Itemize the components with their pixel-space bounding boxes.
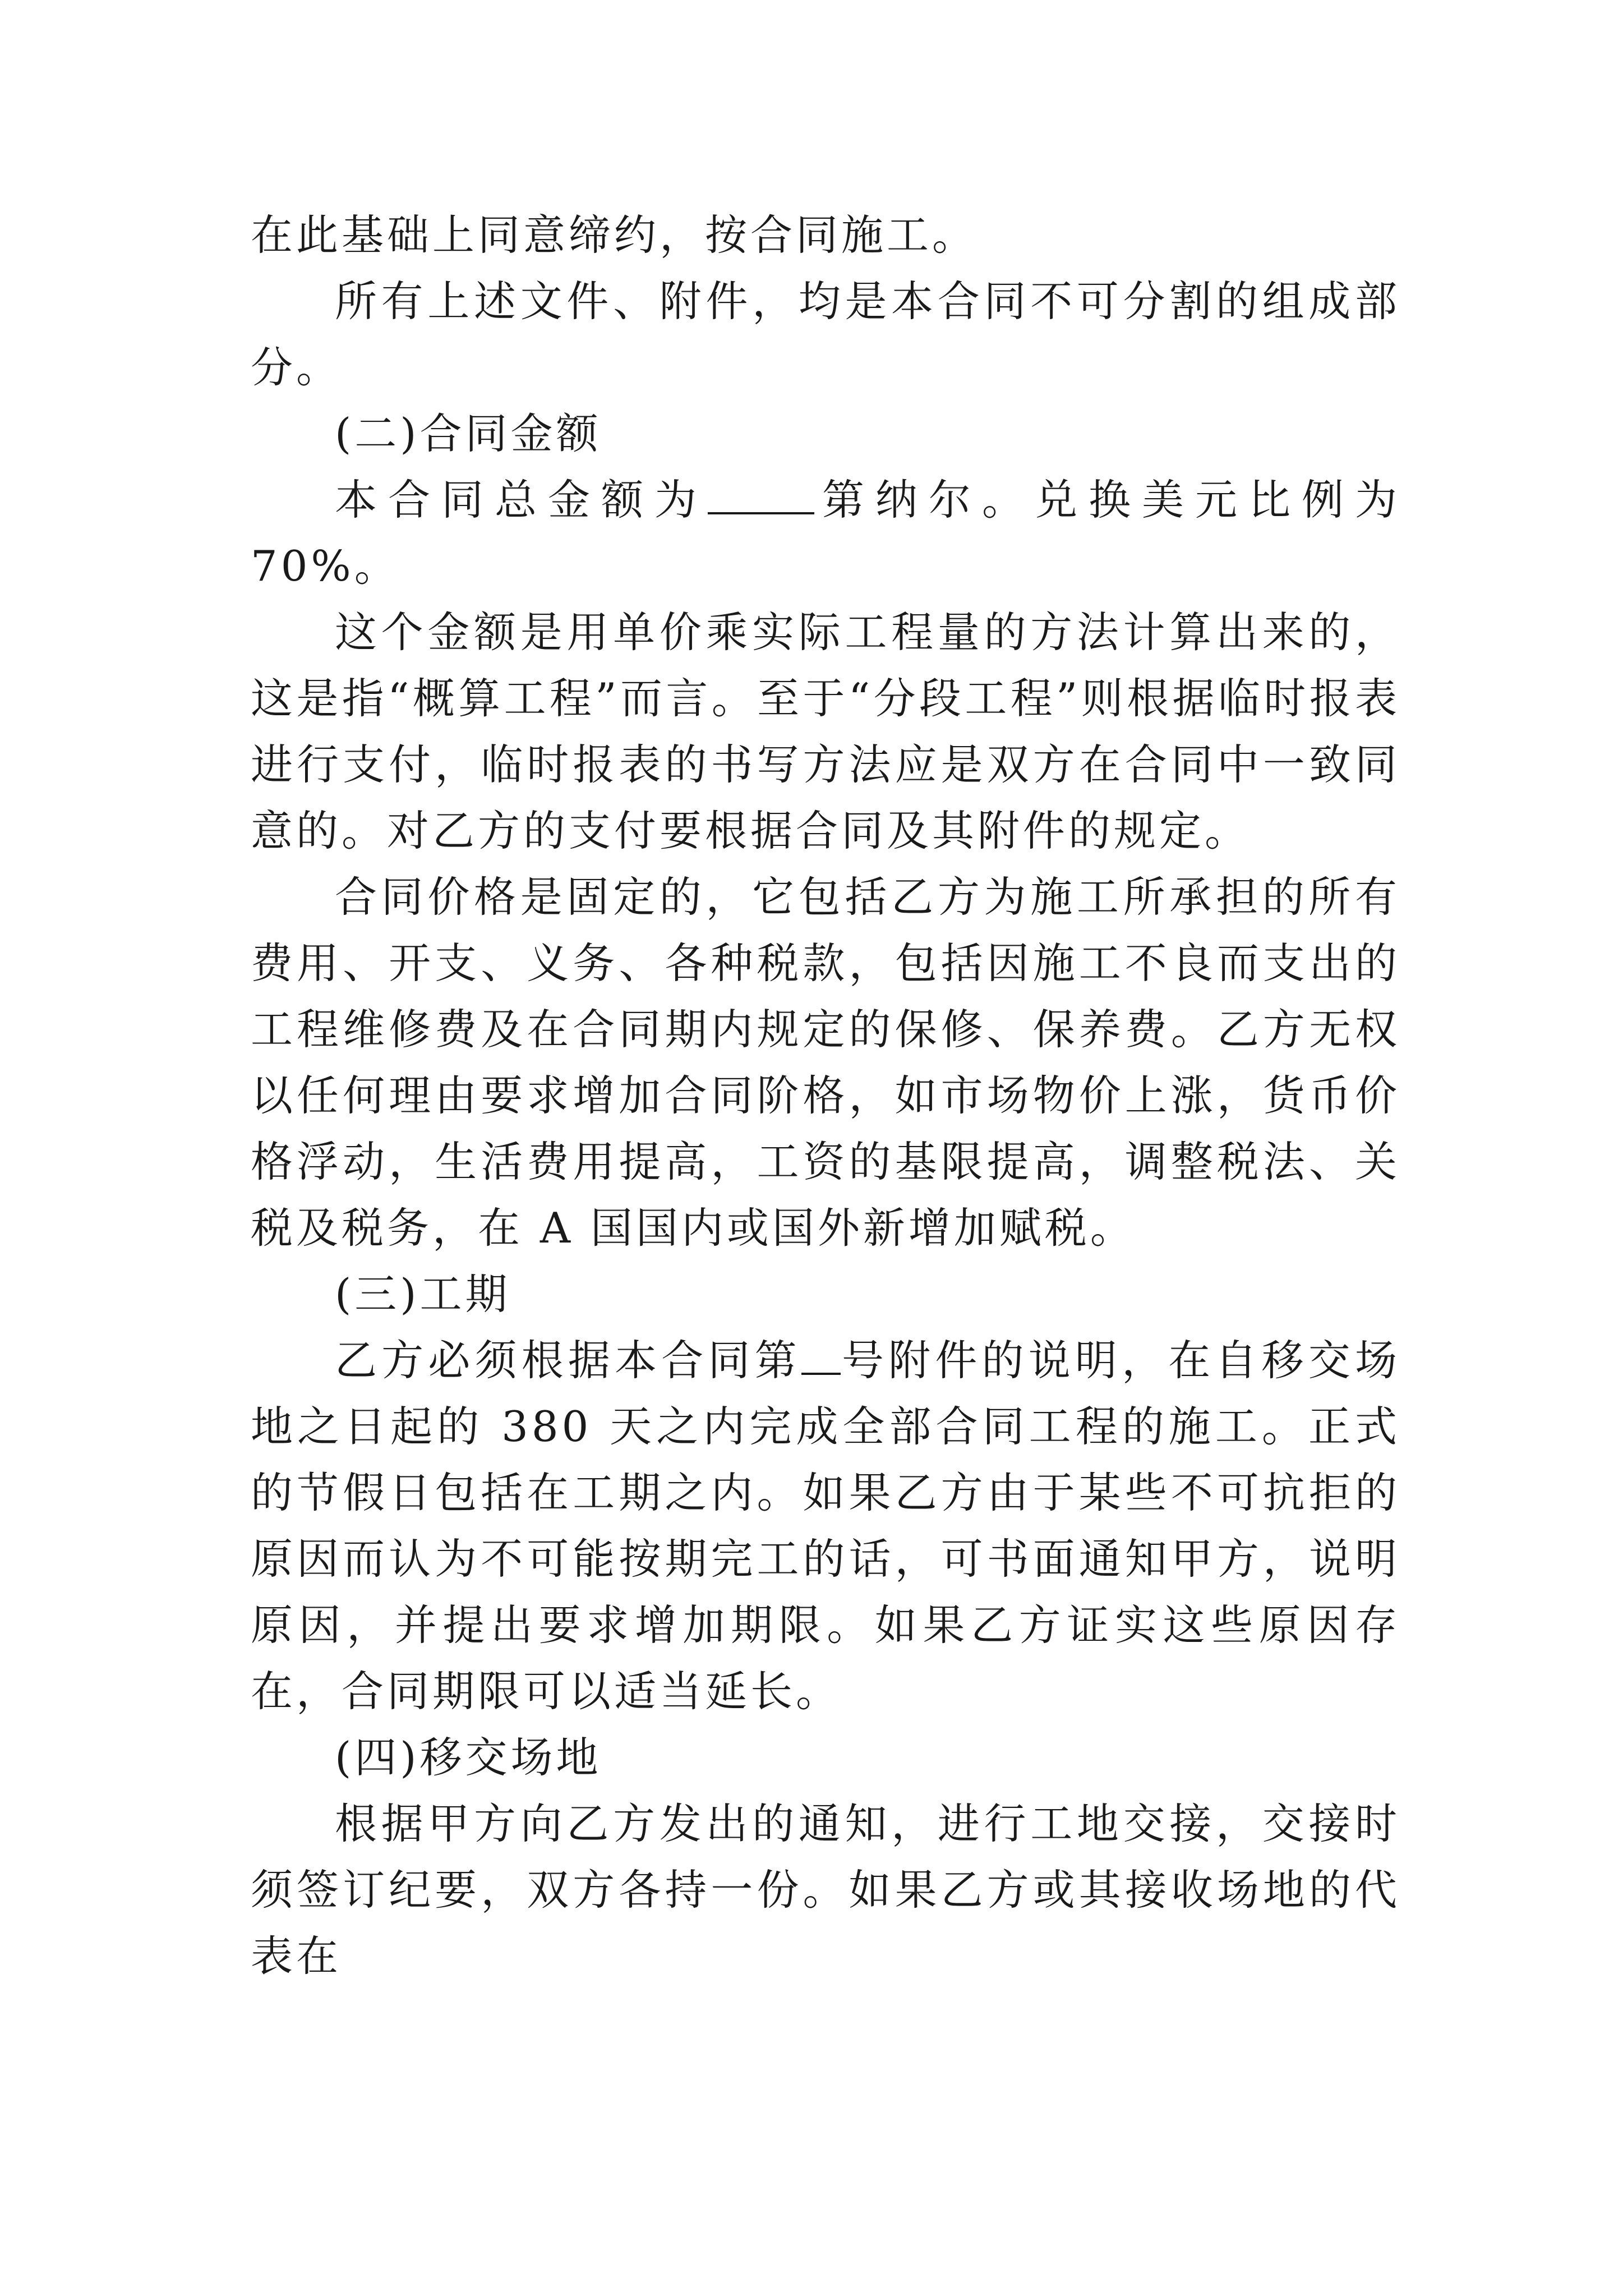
section-heading-site-handover: (四)移交场地 <box>335 1733 602 1782</box>
paragraph-fixed-price: 合同价格是固定的，它包括乙方为施工所承担的所有费用、开支、义务、各种税款，包括因施工不良而支出的工程维修费及在合同期内规定的保修、保养费。乙方无权以任何理由要求增加合同阶格，如市场物价上涨，货币价格浮动，生活费用提高，工资的基限提高，调整税法、关税及税务，在 A 国国内或国外新增加赋税。 <box>251 872 1400 1253</box>
period-text-before: 乙方必须根据本合同第 <box>335 1336 801 1385</box>
section-heading-contract-amount: (二)合同金额 <box>335 409 602 458</box>
total-amount-text-after: 第纳尔。兑换美元比例为 70%。 <box>251 475 1400 591</box>
paragraph-contract-agreement: 在此基础上同意缔约，按合同施工。 <box>251 210 978 260</box>
paragraph-total-amount <box>251 467 1400 599</box>
paragraph-documents-annex: 所有上述文件、附件，均是本合同不可分割的组成部分。 <box>251 277 1400 392</box>
paragraph-site-handover: 根据甲方向乙方发出的通知，进行工地交接，交接时须签订纪要，双方各持一份。如果乙方或其接收场地的代表在 <box>251 1799 1400 1981</box>
paragraph-construction-period <box>251 1327 1400 1724</box>
amount-blank-line <box>708 477 814 514</box>
document-body <box>251 202 1400 1989</box>
period-text-after: 号附件的说明，在自移交场地之日起的 380 天之内完成全部合同工程的施工。正式的节假日包括在工期之内。如果乙方由于某些不可抗拒的原因而认为不可能按期完工的话，可书面通知甲方，说明原因，并提出要求增加期限。如果乙方证实这些原因存在，合同期限可以适当延长。 <box>251 1336 1400 1716</box>
annex-number-blank-line <box>801 1338 841 1375</box>
section-heading-construction-period: (三)工期 <box>335 1269 511 1319</box>
paragraph-amount-calculation: 这个金额是用单价乘实际工程量的方法计算出来的，这是指“概算工程”而言。至于“分段工程”则根据临时报表进行支付，临时报表的书写方法应是双方在合同中一致同意的。对乙方的支付要根据合同及其附件的规定。 <box>251 608 1400 855</box>
total-amount-text-before: 本合同总金额为 <box>335 475 708 524</box>
